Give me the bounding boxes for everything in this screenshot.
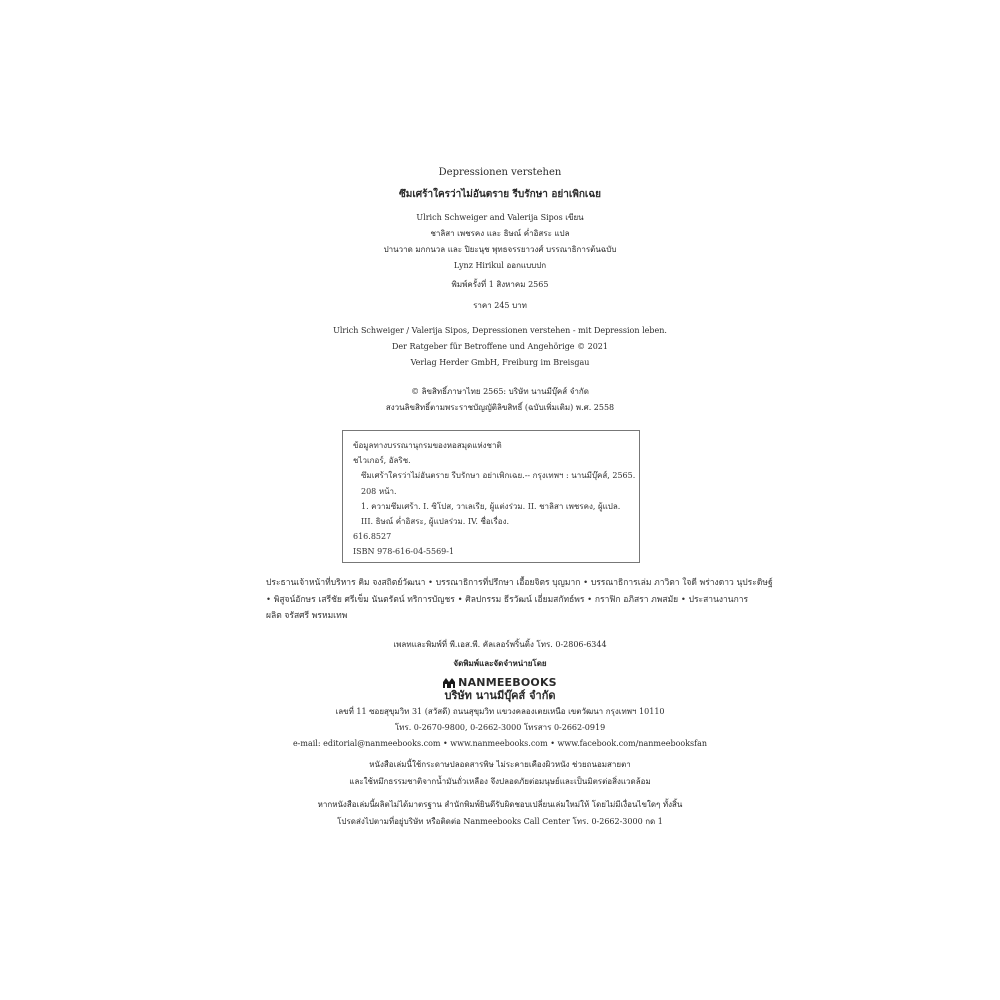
contributors-block	[0, 210, 1000, 274]
staff-line-3: ผลิต จรัสศรี พรหมเทพ	[266, 611, 348, 621]
original-info-line-3: Verlag Herder GmbH, Freiburg im Breisgau	[410, 358, 590, 367]
cip-author: ชไวเกอร์, อัลริช.	[353, 456, 411, 466]
original-info-line-2: Der Ratgeber für Betroffene und Angehörige © 2021	[392, 342, 608, 351]
edition-block	[0, 279, 1000, 312]
eco-note-line-1: หนังสือเล่มนี้ใช้กระดาษปลอดสารพิษ ไม่ระคายเคืองผิวหนัง ช่วยถนอมสายตา	[369, 760, 631, 769]
translators-line: ชาลิสา เพชรคง และ ธิษณ์ ค่ำอิสระ แปล	[430, 229, 570, 238]
staff-credits	[266, 575, 773, 625]
staff-line-2: • พิสูจน์อักษร เสรีชัย ศรีเข็ม นันตรัตน์ ทริการบัญชร • ศิลปกรรม ธีรวัฒน์ เอี่ยมสกัทธ์พร • กราฟิก อภิสรา ภพสมัย • ประสานงานการ	[266, 594, 749, 605]
eco-note-line-2: และใช้หมึกธรรมชาติจากน้ำมันถั่วเหลือง จึงปลอดภัยต่อมนุษย์และเป็นมิตรต่อสิ่งแวดล้อม	[349, 777, 651, 786]
defect-note	[0, 796, 1000, 830]
nanmee-logo-icon	[443, 678, 455, 688]
logo-text: NANMEEBOOKS	[458, 676, 557, 689]
cip-subjects-2: III. ธิษณ์ ค่ำอิสระ, ผู้แปลร่วม. IV. ชื่อเรื่อง.	[361, 517, 510, 527]
edition-line: พิมพ์ครั้งที่ 1 สิงหาคม 2565	[451, 280, 549, 289]
thai-title: ซึมเศร้าใครว่าไม่อันตราย รีบรักษา อย่าเพิกเฉย	[398, 189, 602, 200]
cip-subjects-1: 1. ความซึมเศร้า. I. ซิโปส, วาเลเรีย, ผู้แต่งร่วม. II. ชาลิสา เพชรคง, ผู้แปล.	[361, 501, 621, 511]
publisher-address: เลขที่ 11 ซอยสุขุมวิท 31 (สวัสดี) ถนนสุขุมวิท แขวงคลองเตยเหนือ เขตวัฒนา กรุงเทพฯ 10110	[335, 707, 665, 716]
cover-design-line: Lynz Hirikul ออกแบบปก	[453, 261, 547, 270]
publisher-name: บริษัท นานมีบุ๊คส์ จำกัด	[444, 689, 556, 702]
cip-box	[342, 430, 640, 563]
printer-block	[0, 639, 1000, 651]
defect-note-line-2: โปรดส่งไปตามที่อยู่บริษัท หรือติดต่อ Nanmeebooks Call Center โทร. 0-2662-3000 กด 1	[337, 817, 663, 826]
publisher-label-block	[0, 658, 1000, 670]
copyright-block	[0, 384, 1000, 416]
copyright-line-2: สงวนลิขสิทธิ์ตามพระราชบัญญัติลิขสิทธิ์ (ฉบับเพิ่มเติม) พ.ศ. 2558	[385, 403, 615, 412]
authors-line: Ulrich Schweiger and Valerija Sipos เขียน	[416, 213, 584, 222]
defect-note-line-1: หากหนังสือเล่มนี้ผลิตไม่ได้มาตรฐาน สำนักพิมพ์ยินดีรับผิดชอบเปลี่ยนเล่มใหม่ให้ โดยไม่มีเงื่อนไขใดๆ ทั้งสิ้น	[317, 800, 683, 809]
cip-title: ซึมเศร้าใครว่าไม่อันตราย รีบรักษา อย่าเพิกเฉย.-- กรุงเทพฯ : นานมีบุ๊คส์, 2565.	[361, 471, 636, 481]
title-block	[0, 166, 1000, 202]
cip-class: 616.8527	[353, 532, 392, 542]
publisher-phone: โทร. 0-2670-9800, 0-2662-3000 โทรสาร 0-2662-0919	[394, 723, 606, 732]
original-info-line-1: Ulrich Schweiger / Valerija Sipos, Depressionen verstehen - mit Depression leben.	[333, 326, 667, 335]
original-info-block	[0, 323, 1000, 371]
staff-line-1: ประธานเจ้าหน้าที่บริหาร คิม จงสถิตย์วัฒนา • บรรณาธิการที่ปรึกษา เอื้อยจิตร บุญมาก • บรรณาธิการเล่ม ภาวิตา ใจดี พร่างดาว นุประดิษฐ์	[266, 578, 773, 588]
price-line: ราคา 245 บาท	[473, 301, 527, 310]
cip-heading: ข้อมูลทางบรรณานุกรมของหอสมุดแห่งชาติ	[353, 441, 502, 450]
publisher-contact: e-mail: editorial@nanmeebooks.com • www.nanmeebooks.com • www.facebook.com/nanmeebooksfan	[292, 739, 708, 748]
publisher-details	[0, 688, 1000, 752]
publisher-label: จัดพิมพ์และจัดจำหน่ายโดย	[453, 659, 547, 668]
printer-line: เพลทและพิมพ์ที่ พี.เอส.พี. คัลเลอร์พริ้นติ้ง โทร. 0-2806-6344	[393, 640, 607, 649]
original-title: Depressionen verstehen	[438, 167, 562, 178]
eco-note	[0, 756, 1000, 790]
cip-pages: 208 หน้า.	[361, 486, 397, 496]
copyright-line-1: © ลิขสิทธิ์ภาษาไทย 2565: บริษัท นานมีบุ๊คส์ จำกัด	[411, 387, 589, 396]
editors-line: ปานวาด มกกนวล และ ปิยะนุช พุทธจรรยาวงศ์ บรรณาธิการต้นฉบับ	[383, 245, 617, 254]
cip-isbn: ISBN 978-616-04-5569-1	[353, 547, 455, 557]
